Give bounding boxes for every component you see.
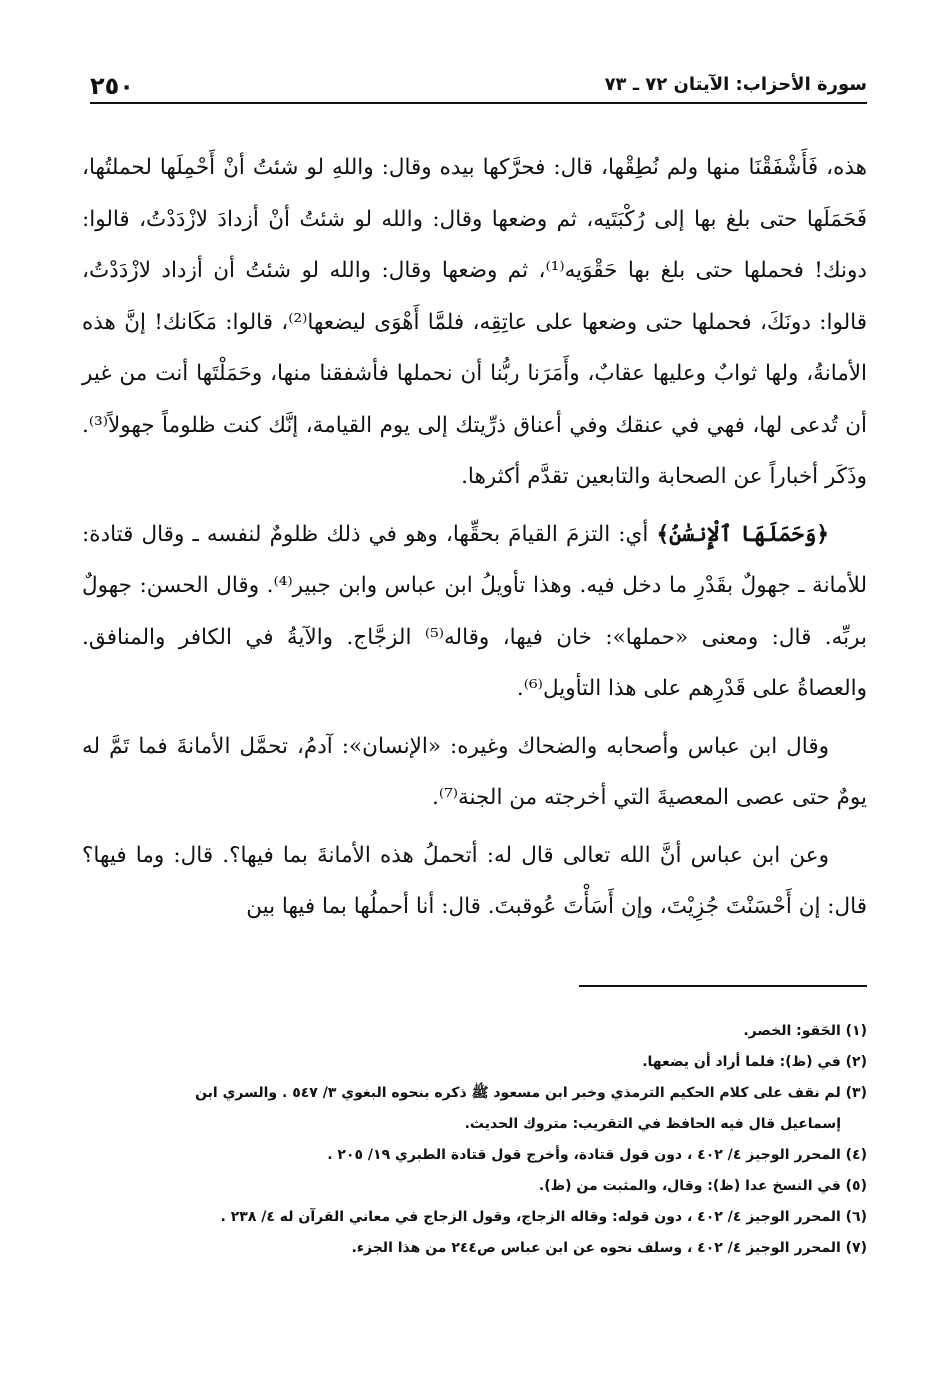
footnote-number: (٤) xyxy=(845,1147,867,1163)
footnote-7 xyxy=(82,1233,867,1264)
footnote-1 xyxy=(82,1016,867,1047)
paragraph-1: هذه، فَأَشْفَقْنَا منها ولم نُطِقْها، قال: فحرَّكها بيده وقال: واللهِ لو شئتُ أنْ أَحْمِلَها لحملتُها، فَحَمَلَها حتى بلغ بها إلى رُكْبَتَيه، ثم وضعها وقال: والله لو شئتُ أنْ أزدادَ لازْدَدْتُ، قالوا: دونك! فحملها حتى بلغ بها حَقْوَيه⁽¹⁾، ثم وضعها وقال: والله لو شئتُ أن أزداد لازْدَدْتُ، قالوا: دونَكَ، فحملها حتى وضعها على عاتِقِه، فلمَّا أَهْوَى ليضعها⁽²⁾، قالوا: مَكَانك! إنَّ هذه الأمانةُ، ولها ثوابٌ وعليها عقابٌ، وأَمَرَنا ربُّنا أن نحملها فأشفقنا منها، وحَمَلْتَها أنت من غير أن تُدعى لها، فهي في عنقك وفي أعناق ذرِّيتك إلى يوم القيامة، إنَّك كنت ظلوماً جهولاً⁽³⁾. وذَكَر أخباراً عن الصحابة والتابعين تقدَّم أكثرها. xyxy=(82,155,867,489)
paragraph-4: وعن ابن عباس أنَّ الله تعالى قال له: أتحملُ هذه الأمانةَ بما فيها؟. قال: وما فيها؟ قال: إن أَحْسَنْتَ جُزِيْتَ، وإن أَسَأْتَ عُوقبتَ. قال: أنا أحملُها بما فيها بين xyxy=(82,842,867,919)
footnote-separator xyxy=(579,985,867,987)
footnote-6 xyxy=(82,1202,867,1233)
footnote-2 xyxy=(82,1047,867,1078)
footnote-4 xyxy=(82,1140,867,1171)
footnote-text: الحَقو: الخصر. xyxy=(743,1023,841,1039)
footnote-number: (٣) xyxy=(845,1085,867,1101)
footnote-text: المحرر الوجيز ٤/ ٤٠٢ ، دون قوله: وقاله الزجاج، وقول الزجاج في معاني القرآن له ٤/ ٢٣٨ . xyxy=(220,1209,841,1225)
paragraph-2-text: أي: التزمَ القيامَ بحقِّها، وهو في ذلك ظلومٌ لنفسه ـ وقال قتادة: للأمانة ـ جهولٌ بقَدْرِ ما دخل فيه. وهذا تأويلُ ابن عباس وابن جبير⁽⁴⁾. وقال الحسن: جهولٌ بربِّه. قال: ومعنى «حملها»: خان فيها، وقاله⁽⁵⁾ الزجَّاج. والآيةُ في الكافر والمنافق. والعصاةُ على قَدْرِهم على هذا التأويل⁽⁶⁾. xyxy=(82,521,867,701)
footnote-continuation: إسماعيل قال فيه الحافظ في التقريب: متروك الحديث. xyxy=(464,1116,841,1132)
quran-verse: ﴿وَحَمَلَهَا ٱلْإِنسَٰنُ﴾ xyxy=(656,521,829,547)
footnote-number: (٥) xyxy=(845,1178,867,1194)
paragraph-2 xyxy=(82,509,867,715)
footnotes xyxy=(82,1016,867,1264)
page-number: ٢٥٠ xyxy=(90,72,134,100)
footnote-text: لم نقف على كلام الحكيم الترمذي وخبر ابن مسعود ﷺ ذكره بنحوه البغوي ٣/ ٥٤٧ . والسري ابن xyxy=(195,1085,841,1101)
footnote-5 xyxy=(82,1171,867,1202)
footnote-number: (٦) xyxy=(845,1209,867,1225)
footnote-number: (١) xyxy=(845,1023,867,1039)
footnote-3 xyxy=(82,1078,867,1140)
footnote-text: المحرر الوجيز ٤/ ٤٠٢ ، دون قول قتادة، وأخرج قول قتادة الطبري ١٩/ ٢٠٥ . xyxy=(327,1147,841,1163)
footnote-text: المحرر الوجيز ٤/ ٤٠٢ ، وسلف نحوه عن ابن عباس ص٢٤٤ من هذا الجزء. xyxy=(351,1240,841,1256)
footnote-text: في (ظ): فلما أراد أن يضعها. xyxy=(642,1054,841,1070)
footnote-text: في النسخ عدا (ظ): وقال، والمثبت من (ظ). xyxy=(538,1178,841,1194)
main-text xyxy=(82,142,867,933)
footnote-number: (٧) xyxy=(845,1240,867,1256)
page-header xyxy=(90,68,867,104)
paragraph-3: وقال ابن عباس وأصحابه والضحاك وغيره: «الإنسان»: آدمُ، تحمَّل الأمانةَ فما تَمَّ له يومٌ حتى عصى المعصيةَ التي أخرجته من الجنة⁽⁷⁾. xyxy=(82,733,867,810)
footnote-number: (٢) xyxy=(845,1054,867,1070)
running-title: سورة الأحزاب: الآيتان ٧٢ ـ ٧٣ xyxy=(604,74,867,95)
